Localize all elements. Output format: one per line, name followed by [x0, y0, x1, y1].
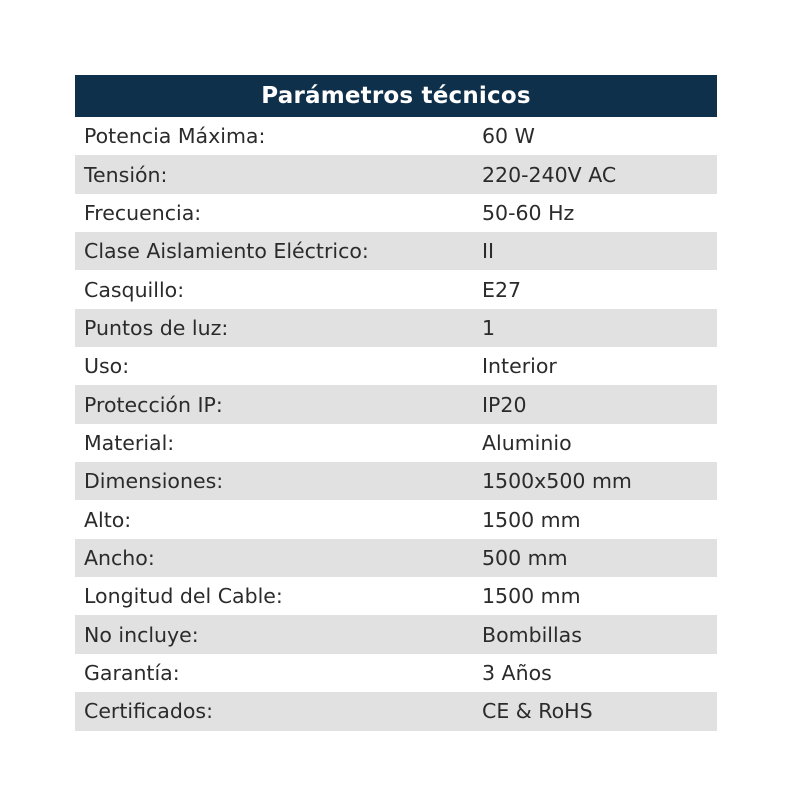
row-value: 220-240V AC	[482, 162, 617, 187]
row-label: Potencia Máxima:	[84, 124, 266, 149]
row-value: E27	[482, 277, 522, 302]
row-label: Uso:	[84, 354, 130, 379]
table-row	[75, 117, 717, 155]
table-row	[75, 539, 717, 577]
table-row	[75, 155, 717, 193]
row-label: Alto:	[84, 507, 132, 532]
row-value: Bombillas	[482, 622, 582, 647]
table-row	[75, 347, 717, 385]
row-value: 60 W	[482, 124, 535, 149]
row-label: Tensión:	[84, 162, 168, 187]
row-value: 1500x500 mm	[482, 469, 632, 494]
row-value: 1500 mm	[482, 507, 581, 532]
row-label: Casquillo:	[84, 277, 185, 302]
row-value: 50-60 Hz	[482, 200, 575, 225]
row-value: II	[482, 239, 495, 264]
row-label: Certificados:	[84, 699, 213, 724]
table-row	[75, 577, 717, 615]
row-label: Puntos de luz:	[84, 315, 229, 340]
table-row	[75, 194, 717, 232]
row-value: 500 mm	[482, 545, 568, 570]
row-value: Interior	[482, 354, 557, 379]
row-value: IP20	[482, 392, 527, 417]
table-row	[75, 232, 717, 270]
table-row	[75, 385, 717, 423]
row-value: CE & RoHS	[482, 699, 593, 724]
technical-parameters-table	[75, 75, 717, 731]
row-label: Protección IP:	[84, 392, 223, 417]
table-row	[75, 500, 717, 538]
row-value: 3 Años	[482, 660, 552, 685]
table-row	[75, 270, 717, 308]
table-row	[75, 692, 717, 730]
row-label: Dimensiones:	[84, 469, 224, 494]
table-row	[75, 462, 717, 500]
row-label: Material:	[84, 430, 175, 455]
table-body	[75, 117, 717, 731]
table-title: Parámetros técnicos	[75, 75, 717, 117]
table-row	[75, 424, 717, 462]
table-row	[75, 615, 717, 653]
table-row	[75, 309, 717, 347]
row-label: Longitud del Cable:	[84, 584, 283, 609]
row-label: Frecuencia:	[84, 200, 202, 225]
row-label: Clase Aislamiento Eléctrico:	[84, 239, 369, 264]
row-label: Ancho:	[84, 545, 155, 570]
row-label: No incluye:	[84, 622, 199, 647]
row-value: Aluminio	[482, 430, 572, 455]
row-value: 1500 mm	[482, 584, 581, 609]
row-label: Garantía:	[84, 660, 180, 685]
row-value: 1	[482, 315, 496, 340]
table-row	[75, 654, 717, 692]
